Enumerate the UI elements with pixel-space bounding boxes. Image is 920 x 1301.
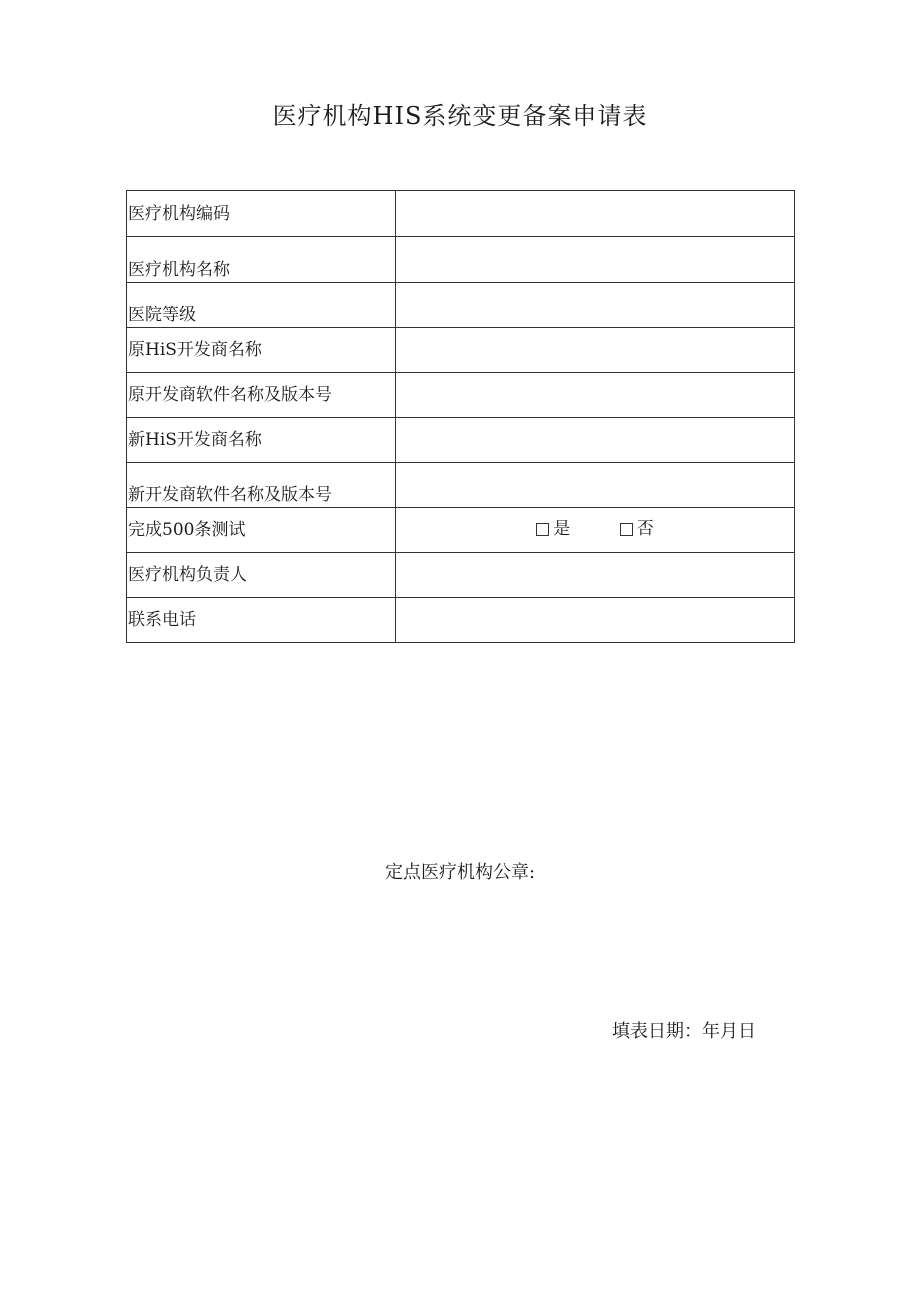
hospital-grade-field[interactable] xyxy=(396,283,795,328)
row-label-institution-head: 医疗机构负责人 xyxy=(127,553,396,598)
page-title: 医疗机构HIS系统变更备案申请表 xyxy=(272,102,648,130)
table-row xyxy=(127,508,795,553)
table-row xyxy=(127,418,795,463)
table-row xyxy=(127,373,795,418)
choice-no[interactable] xyxy=(620,519,654,539)
original-developer-field[interactable] xyxy=(396,328,795,373)
fill-date-label: 填表日期：年月日 xyxy=(612,1021,756,1042)
new-developer-field[interactable] xyxy=(396,418,795,463)
test-completion-choices xyxy=(396,508,795,553)
original-software-version-field[interactable] xyxy=(396,373,795,418)
table-row xyxy=(127,463,795,508)
checkbox-icon[interactable] xyxy=(536,523,549,536)
row-label-contact-phone: 联系电话 xyxy=(127,598,396,643)
registration-form-table xyxy=(126,190,795,643)
choice-yes-label: 是 xyxy=(553,519,571,540)
table-row xyxy=(127,237,795,283)
official-seal-label: 定点医疗机构公章: xyxy=(384,862,536,883)
table-row xyxy=(127,328,795,373)
row-label-test-completion: 完成500条测试 xyxy=(127,508,396,553)
contact-phone-field[interactable] xyxy=(396,598,795,643)
row-label-original-software-version: 原开发商软件名称及版本号 xyxy=(127,373,396,418)
institution-name-field[interactable] xyxy=(396,237,795,283)
row-label-institution-name: 医疗机构名称 xyxy=(127,237,396,283)
row-label-new-developer: 新HiS开发商名称 xyxy=(127,418,396,463)
table-row xyxy=(127,598,795,643)
table-row xyxy=(127,191,795,237)
row-label-original-developer: 原HiS开发商名称 xyxy=(127,328,396,373)
row-label-institution-code: 医疗机构编码 xyxy=(127,191,396,237)
institution-head-field[interactable] xyxy=(396,553,795,598)
row-label-hospital-grade: 医院等级 xyxy=(127,283,396,328)
checkbox-icon[interactable] xyxy=(620,523,633,536)
new-software-version-field[interactable] xyxy=(396,463,795,508)
row-label-new-software-version: 新开发商软件名称及版本号 xyxy=(127,463,396,508)
table-row xyxy=(127,283,795,328)
choice-yes[interactable] xyxy=(536,519,570,539)
table-row xyxy=(127,553,795,598)
choice-no-label: 否 xyxy=(636,519,654,540)
institution-code-field[interactable] xyxy=(396,191,795,237)
